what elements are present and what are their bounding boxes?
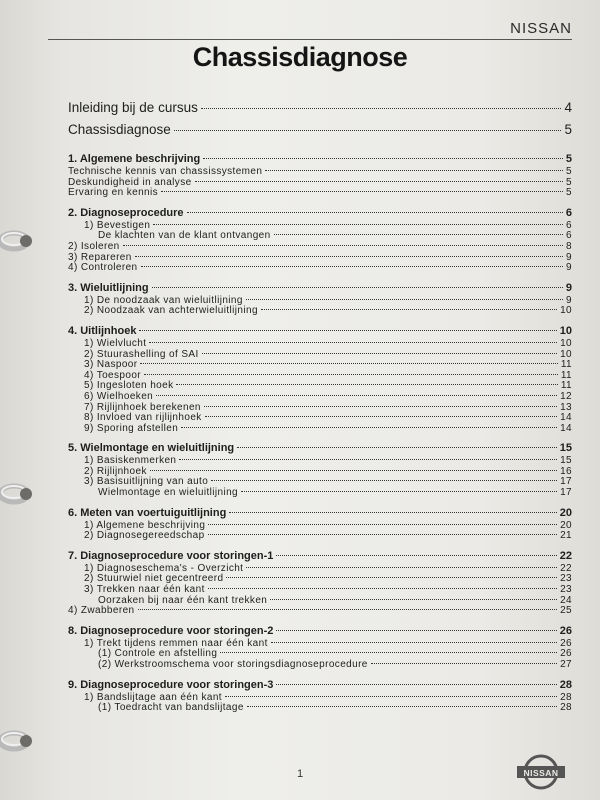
toc-entry: [68, 207, 572, 220]
toc-entry-label: 1) Bevestigen: [84, 219, 151, 231]
toc-entry-page: 5: [566, 166, 572, 177]
dot-leader: [371, 663, 557, 664]
toc-entry: [68, 305, 572, 316]
toc-entry: [68, 625, 572, 638]
dot-leader: [140, 363, 557, 364]
toc-entry: [68, 487, 572, 498]
toc-entry: [68, 391, 572, 402]
header-rule: [48, 39, 572, 40]
toc-entry-page: 25: [560, 605, 572, 617]
toc-entry: [68, 638, 572, 649]
toc-entry: [68, 442, 572, 455]
dot-leader: [156, 395, 557, 396]
toc-entry-page: 20: [559, 506, 572, 519]
toc-entry: [68, 370, 572, 381]
toc-entry-label: 1) Diagnoseschema's - Overzicht: [84, 562, 244, 574]
toc-entry-label: 3. Wieluitlijning: [68, 281, 149, 294]
toc-entry-label: 6) Wielhoeken: [84, 390, 154, 402]
toc-entry: [68, 530, 572, 541]
toc-entry-label: 9. Diagnoseprocedure voor storingen-3: [68, 678, 274, 691]
toc-entry: [68, 153, 572, 166]
dot-leader: [153, 224, 563, 225]
toc-entry: [68, 177, 572, 188]
page-title: Chassisdiagnose: [192, 42, 408, 72]
toc-entry-page: 9: [566, 294, 572, 306]
toc-entry-label: 4) Toespoor: [84, 369, 142, 381]
toc-entry-label: Deskundigheid in analyse: [68, 176, 192, 188]
toc-entry: [68, 412, 572, 423]
table-of-contents: [68, 100, 572, 713]
dot-leader: [274, 234, 563, 235]
dot-leader: [174, 130, 562, 131]
toc-entry: [68, 648, 572, 659]
toc-entry: [68, 702, 572, 713]
punch-hole: [20, 235, 32, 247]
toc-entry: [68, 520, 572, 531]
toc-entry-page: 26: [560, 648, 572, 660]
dot-leader: [179, 459, 557, 460]
toc-entry-page: 5: [565, 153, 572, 165]
toc-entry: [68, 550, 572, 563]
toc-entry-label: 9) Sporing afstellen: [84, 422, 179, 434]
toc-entry-page: 11: [560, 369, 572, 381]
toc-entry-label: 5) Ingesloten hoek: [84, 380, 174, 392]
dot-leader: [246, 299, 563, 300]
toc-entry-page: 11: [560, 359, 572, 371]
toc-entry-label: Technische kennis van chassissystemen: [68, 166, 263, 177]
toc-entry-page: 16: [560, 465, 572, 477]
dot-leader: [208, 524, 557, 525]
toc-entry-page: 5: [564, 122, 572, 137]
dot-leader: [138, 609, 558, 610]
toc-entry-label: Ervaring en kennis: [68, 187, 159, 199]
punch-hole: [20, 488, 32, 500]
toc-entry-page: 28: [559, 678, 572, 691]
svg-text:NISSAN: NISSAN: [523, 768, 559, 778]
toc-entry-label: (2) Werkstroomschema voor storingsdiagnoseprocedure: [98, 659, 368, 670]
dot-leader: [161, 191, 563, 192]
toc-entry-label: 4. Uitlijnhoek: [68, 324, 137, 337]
toc-entry-label: Oorzaken bij naar één kant trekken: [98, 594, 268, 606]
dot-leader: [149, 342, 557, 343]
toc-entry-label: 1) De noodzaak van wieluitlijning: [84, 294, 243, 306]
toc-entry-page: 4: [564, 100, 572, 115]
nissan-logo-icon: [515, 752, 567, 792]
toc-entry-page: 28: [560, 702, 572, 714]
dot-leader: [276, 630, 556, 631]
toc-entry-page: 22: [559, 549, 572, 562]
toc-entry-page: 23: [560, 584, 572, 596]
toc-entry: [68, 262, 572, 273]
toc-entry-page: 10: [560, 305, 572, 317]
dot-leader: [211, 480, 557, 481]
toc-entry: [68, 349, 572, 360]
toc-entry-label: 1) Bandslijtage aan één kant: [84, 691, 222, 703]
toc-entry-label: 1) Algemene beschrijving: [84, 519, 206, 531]
dot-leader: [225, 696, 557, 697]
toc-entry-page: 11: [560, 380, 572, 392]
dot-leader: [152, 287, 563, 288]
dot-leader: [202, 353, 557, 354]
toc-entry-label: 2) Diagnosegereedschap: [84, 530, 205, 542]
dot-leader: [237, 447, 557, 448]
toc-entry: [68, 563, 572, 574]
toc-entry-page: 17: [560, 476, 572, 488]
dot-leader: [201, 108, 562, 109]
toc-entry-label: 8. Diagnoseprocedure voor storingen-2: [68, 624, 274, 637]
toc-entry-page: 20: [560, 519, 572, 531]
toc-entry-page: 13: [560, 401, 572, 413]
toc-entry-page: 23: [560, 573, 572, 585]
toc-entry: [68, 380, 572, 391]
toc-entry-label: 4) Zwabberen: [68, 605, 135, 617]
toc-entry-label: 4) Controleren: [68, 262, 138, 274]
toc-entry: [68, 100, 572, 122]
toc-entry-label: Inleiding bij de cursus: [68, 100, 198, 115]
dot-leader: [265, 170, 563, 171]
dot-leader: [241, 491, 557, 492]
dot-leader: [229, 512, 556, 513]
toc-entry-label: 5. Wielmontage en wieluitlijning: [68, 442, 235, 455]
toc-entry-label: 3) Repareren: [68, 251, 132, 263]
toc-entry-page: 10: [559, 324, 572, 337]
toc-entry: [68, 423, 572, 434]
toc-entry-label: 8) Invloed van rijlijnhoek: [84, 412, 202, 424]
toc-entry: [68, 252, 572, 263]
toc-entry: [68, 338, 572, 349]
toc-entry-page: 22: [560, 562, 572, 574]
toc-entry-label: 6. Meten van voertuiguitlijning: [68, 506, 227, 519]
toc-entry-page: 17: [560, 487, 572, 499]
toc-entry-page: 14: [560, 422, 572, 434]
toc-entry: [68, 476, 572, 487]
dot-leader: [150, 470, 557, 471]
toc-entry: [68, 595, 572, 606]
dot-leader: [176, 384, 557, 385]
dot-leader: [276, 684, 556, 685]
punch-hole: [20, 735, 32, 747]
toc-entry-page: 26: [559, 624, 572, 637]
toc-entry-label: 1) Basiskenmerken: [84, 455, 177, 467]
toc-entry: [68, 507, 572, 520]
toc-entry-label: 7. Diagnoseprocedure voor storingen-1: [68, 549, 274, 562]
dot-leader: [204, 406, 557, 407]
dot-leader: [187, 212, 563, 213]
toc-entry-page: 6: [566, 219, 572, 231]
dot-leader: [276, 555, 556, 556]
toc-entry-label: Wielmontage en wieluitlijning: [98, 487, 238, 499]
toc-entry-label: (1) Controle en afstelling: [98, 648, 218, 660]
toc-entry-page: 6: [566, 230, 572, 242]
dot-leader: [208, 588, 557, 589]
toc-entry-label: 2) Isoleren: [68, 240, 120, 252]
toc-entry-page: 12: [560, 390, 572, 402]
toc-entry-page: 5: [566, 187, 572, 199]
toc-entry-page: 5: [566, 176, 572, 188]
toc-entry-page: 27: [560, 659, 572, 670]
toc-entry: [68, 230, 572, 241]
toc-entry: [68, 605, 572, 616]
dot-leader: [220, 652, 557, 653]
toc-entry-label: 7) Rijlijnhoek berekenen: [84, 401, 201, 413]
toc-entry: [68, 573, 572, 584]
toc-entry-page: 9: [566, 251, 572, 263]
toc-entry: [68, 282, 572, 295]
toc-entry-page: 9: [566, 262, 572, 274]
dot-leader: [270, 599, 557, 600]
toc-entry-label: 1. Algemene beschrijving: [68, 153, 201, 165]
toc-entry-label: 3) Trekken naar één kant: [84, 584, 205, 596]
dot-leader: [123, 245, 563, 246]
toc-entry-page: 15: [559, 442, 572, 455]
dot-leader: [205, 416, 557, 417]
toc-entry-label: 2) Stuurashelling of SAI: [84, 348, 199, 360]
toc-entry-label: De klachten van de klant ontvangen: [98, 230, 271, 242]
toc-entry-label: 3) Naspoor: [84, 359, 138, 371]
toc-entry-page: 24: [560, 594, 572, 606]
toc-entry-label: 2) Noodzaak van achterwieluitlijning: [84, 305, 258, 317]
dot-leader: [141, 266, 564, 267]
toc-entry: [68, 295, 572, 306]
dot-leader: [181, 427, 557, 428]
toc-entry: [68, 241, 572, 252]
dot-leader: [226, 577, 557, 578]
toc-entry: [68, 466, 572, 477]
toc-entry-page: 10: [560, 348, 572, 360]
toc-entry-label: 3) Basisuitlijning van auto: [84, 476, 209, 488]
toc-entry: [68, 122, 572, 144]
toc-entry-label: Chassisdiagnose: [68, 122, 171, 137]
toc-entry-label: 2) Rijlijnhoek: [84, 465, 147, 477]
toc-entry: [68, 402, 572, 413]
toc-entry: [68, 692, 572, 703]
toc-entry-page: 6: [565, 206, 572, 219]
toc-entry-page: 26: [560, 637, 572, 649]
toc-entry-page: 8: [566, 240, 572, 252]
toc-entry-page: 21: [560, 530, 572, 542]
toc-entry-label: 1) Trekt tijdens remmen naar één kant: [84, 637, 268, 649]
dot-leader: [139, 330, 556, 331]
toc-entry-label: (1) Toedracht van bandslijtage: [98, 702, 244, 714]
toc-entry-label: 2) Stuurwiel niet gecentreerd: [84, 573, 224, 585]
toc-entry-page: 10: [560, 337, 572, 349]
toc-entry-label: 2. Diagnoseprocedure: [68, 206, 184, 219]
dot-leader: [247, 706, 557, 707]
dot-leader: [261, 309, 557, 310]
brand-header: NISSAN: [510, 20, 572, 37]
dot-leader: [246, 567, 557, 568]
dot-leader: [144, 374, 558, 375]
toc-entry: [68, 584, 572, 595]
toc-entry-page: 28: [560, 691, 572, 703]
dot-leader: [203, 158, 563, 159]
dot-leader: [135, 256, 563, 257]
toc-entry-page: 15: [560, 455, 572, 467]
page-number: 1: [296, 768, 304, 780]
toc-entry: [68, 359, 572, 370]
dot-leader: [271, 642, 557, 643]
toc-entry: [68, 187, 572, 198]
toc-entry: [68, 659, 572, 670]
toc-entry: [68, 325, 572, 338]
toc-entry-page: 9: [565, 281, 572, 294]
toc-entry-label: 1) Wielvlucht: [84, 337, 147, 349]
toc-entry-page: 14: [560, 412, 572, 424]
dot-leader: [208, 534, 558, 535]
toc-entry: [68, 679, 572, 692]
toc-entry: [68, 455, 572, 466]
toc-entry: [68, 166, 572, 177]
dot-leader: [195, 181, 563, 182]
toc-entry: [68, 220, 572, 231]
